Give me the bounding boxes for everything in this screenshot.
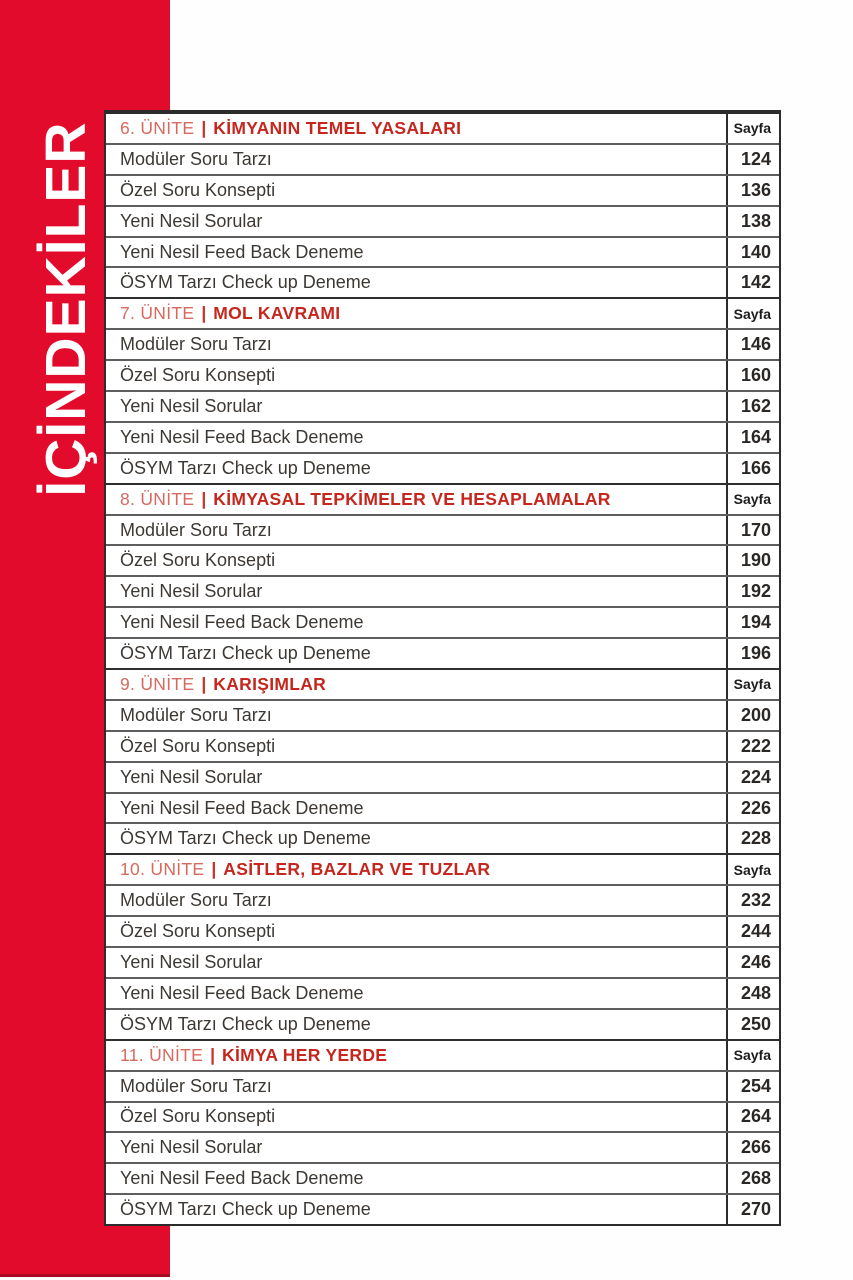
toc-row-page-number: 166 xyxy=(740,457,771,478)
toc-row-label: Yeni Nesil Feed Back Deneme xyxy=(120,612,364,633)
toc-row-label: Modüler Soru Tarzı xyxy=(120,1075,272,1096)
unit-header-cell xyxy=(106,299,726,328)
toc-row-page-number: 248 xyxy=(740,982,771,1003)
toc-row-page-cell xyxy=(726,639,779,668)
toc-row xyxy=(106,606,779,637)
toc-row-page-number: 146 xyxy=(740,334,771,355)
toc-row-label: Yeni Nesil Sorular xyxy=(120,766,263,787)
toc-row-label: Yeni Nesil Feed Back Deneme xyxy=(120,426,364,447)
toc-row-page-cell xyxy=(726,268,779,297)
unit-header-row xyxy=(106,853,779,884)
toc-row-page-cell xyxy=(726,948,779,977)
toc-row xyxy=(106,143,779,174)
toc-row-page-cell xyxy=(726,577,779,606)
toc-row-label: Yeni Nesil Sorular xyxy=(120,951,263,972)
unit-title: MOL KAVRAMI xyxy=(213,303,341,324)
toc-row xyxy=(106,822,779,853)
toc-row-page-cell xyxy=(726,207,779,236)
toc-row-label: Yeni Nesil Feed Back Deneme xyxy=(120,797,364,818)
unit-separator: | xyxy=(201,488,207,509)
toc-row xyxy=(106,1101,779,1132)
toc-row-page-number: 138 xyxy=(740,210,771,231)
page-column-header: Sayfa xyxy=(733,861,771,878)
toc-row-page-cell xyxy=(726,1164,779,1193)
unit-header-cell xyxy=(106,670,726,699)
page-column-header-cell xyxy=(726,855,779,884)
toc-row-page-cell xyxy=(726,763,779,792)
page-column-header: Sayfa xyxy=(733,676,771,693)
toc-row-page-cell xyxy=(726,1072,779,1101)
toc-row xyxy=(106,1193,779,1224)
toc-row-page-number: 270 xyxy=(740,1199,771,1220)
toc-row xyxy=(106,266,779,297)
toc-row xyxy=(106,1008,779,1039)
page-column-header-cell xyxy=(726,485,779,514)
unit-title: ASİTLER, BAZLAR VE TUZLAR xyxy=(223,859,491,880)
toc-row-page-number: 246 xyxy=(740,951,771,972)
toc-row xyxy=(106,174,779,205)
toc-row-page-cell xyxy=(726,1195,779,1224)
toc-row xyxy=(106,637,779,668)
unit-header-row xyxy=(106,114,779,143)
toc-row-page-cell xyxy=(726,454,779,483)
page-column-header-cell xyxy=(726,114,779,143)
toc-row-page-number: 164 xyxy=(740,426,771,447)
toc-row-page-number: 196 xyxy=(740,643,771,664)
toc-row-page-cell xyxy=(726,794,779,823)
unit-number: 7. ÜNİTE xyxy=(120,303,195,324)
toc-row-page-number: 192 xyxy=(740,581,771,602)
toc-row-label: Özel Soru Konsepti xyxy=(120,735,276,756)
unit-header-cell xyxy=(106,855,726,884)
unit-title: KİMYASAL TEPKİMELER VE HESAPLAMALAR xyxy=(213,488,611,509)
toc-row-label: ÖSYM Tarzı Check up Deneme xyxy=(120,457,371,478)
toc-row xyxy=(106,730,779,761)
toc-row-label: ÖSYM Tarzı Check up Deneme xyxy=(120,643,371,664)
toc-row xyxy=(106,421,779,452)
toc-row-label: ÖSYM Tarzı Check up Deneme xyxy=(120,272,371,293)
toc-row-page-cell xyxy=(726,732,779,761)
toc-row-page-cell xyxy=(726,1103,779,1132)
toc-row-label: Yeni Nesil Sorular xyxy=(120,395,263,416)
toc-row xyxy=(106,761,779,792)
toc-row-page-number: 194 xyxy=(740,612,771,633)
toc-row-page-number: 162 xyxy=(740,395,771,416)
toc-row-page-cell xyxy=(726,176,779,205)
toc-row xyxy=(106,884,779,915)
toc-row xyxy=(106,946,779,977)
toc-row-page-cell xyxy=(726,701,779,730)
toc-row-page-cell xyxy=(726,886,779,915)
toc-row-page-cell xyxy=(726,423,779,452)
toc-row-page-number: 244 xyxy=(740,921,771,942)
toc-row-label: Yeni Nesil Feed Back Deneme xyxy=(120,241,364,262)
toc-row xyxy=(106,328,779,359)
toc-row xyxy=(106,1070,779,1101)
toc-row-page-cell xyxy=(726,1133,779,1162)
page-column-header-cell xyxy=(726,299,779,328)
toc-row xyxy=(106,1162,779,1193)
toc-row-page-number: 264 xyxy=(740,1106,771,1127)
toc-row-page-cell xyxy=(726,361,779,390)
toc-row-label: Özel Soru Konsepti xyxy=(120,921,276,942)
toc-row-label: Yeni Nesil Feed Back Deneme xyxy=(120,982,364,1003)
unit-title: KARIŞIMLAR xyxy=(213,673,327,694)
toc-row-label: Yeni Nesil Sorular xyxy=(120,1137,263,1158)
toc-row xyxy=(106,575,779,606)
toc-row-label: ÖSYM Tarzı Check up Deneme xyxy=(120,1013,371,1034)
toc-row-page-cell xyxy=(726,238,779,267)
toc-row-page-cell xyxy=(726,1010,779,1039)
toc-row-label: Modüler Soru Tarzı xyxy=(120,890,272,911)
toc-row-page-number: 232 xyxy=(740,890,771,911)
toc-row xyxy=(106,1131,779,1162)
toc-row-label: ÖSYM Tarzı Check up Deneme xyxy=(120,828,371,849)
page-column-header-cell xyxy=(726,670,779,699)
unit-number: 6. ÜNİTE xyxy=(120,117,195,138)
toc-row-page-cell xyxy=(726,824,779,853)
unit-number: 9. ÜNİTE xyxy=(120,673,195,694)
toc-row-label: Özel Soru Konsepti xyxy=(120,550,276,571)
toc-row-page-number: 200 xyxy=(740,704,771,725)
page-column-header-cell xyxy=(726,1041,779,1070)
unit-header-row xyxy=(106,297,779,328)
toc-row-page-number: 266 xyxy=(740,1137,771,1158)
unit-separator: | xyxy=(201,117,207,138)
toc-row-page-number: 222 xyxy=(740,735,771,756)
unit-header-row xyxy=(106,1039,779,1070)
toc-row-page-cell xyxy=(726,917,779,946)
toc-row xyxy=(106,699,779,730)
toc-row-label: Modüler Soru Tarzı xyxy=(120,519,272,540)
page-column-header: Sayfa xyxy=(733,120,771,137)
toc-row-page-number: 224 xyxy=(740,766,771,787)
toc-table xyxy=(104,110,781,1226)
toc-row-page-cell xyxy=(726,979,779,1008)
unit-number: 11. ÜNİTE xyxy=(120,1044,204,1065)
unit-header-cell xyxy=(106,1041,726,1070)
toc-row-page-cell xyxy=(726,392,779,421)
toc-row-label: Modüler Soru Tarzı xyxy=(120,704,272,725)
toc-row-page-cell xyxy=(726,330,779,359)
unit-title: KİMYANIN TEMEL YASALARI xyxy=(213,117,462,138)
toc-row xyxy=(106,915,779,946)
page-column-header: Sayfa xyxy=(733,491,771,508)
unit-separator: | xyxy=(201,303,207,324)
toc-row-page-number: 136 xyxy=(740,179,771,200)
toc-row xyxy=(106,236,779,267)
toc-row xyxy=(106,544,779,575)
unit-title: KİMYA HER YERDE xyxy=(222,1044,388,1065)
toc-row-label: ÖSYM Tarzı Check up Deneme xyxy=(120,1199,371,1220)
toc-row-page-number: 254 xyxy=(740,1075,771,1096)
toc-row-page-number: 268 xyxy=(740,1168,771,1189)
toc-row-page-number: 228 xyxy=(740,828,771,849)
toc-row xyxy=(106,390,779,421)
unit-separator: | xyxy=(210,1044,215,1065)
toc-row-page-cell xyxy=(726,145,779,174)
unit-header-cell xyxy=(106,485,726,514)
toc-row xyxy=(106,452,779,483)
toc-row xyxy=(106,792,779,823)
sidebar-vertical-title: İÇİNDEKİLER xyxy=(34,121,98,497)
toc-row xyxy=(106,514,779,545)
toc-row-page-number: 170 xyxy=(740,519,771,540)
toc-row xyxy=(106,205,779,236)
unit-separator: | xyxy=(211,859,217,880)
toc-row-label: Yeni Nesil Sorular xyxy=(120,581,263,602)
toc-row-label: Özel Soru Konsepti xyxy=(120,1106,276,1127)
unit-header-cell xyxy=(106,114,726,143)
toc-row xyxy=(106,977,779,1008)
toc-row-label: Yeni Nesil Sorular xyxy=(120,210,263,231)
toc-row-page-cell xyxy=(726,546,779,575)
toc-row-page-number: 124 xyxy=(740,148,771,169)
toc-row-label: Yeni Nesil Feed Back Deneme xyxy=(120,1168,364,1189)
toc-row-page-number: 190 xyxy=(740,550,771,571)
unit-header-row xyxy=(106,483,779,514)
unit-header-row xyxy=(106,668,779,699)
unit-number: 10. ÜNİTE xyxy=(120,859,205,880)
toc-row-page-number: 140 xyxy=(740,241,771,262)
unit-separator: | xyxy=(201,673,207,694)
toc-row-label: Modüler Soru Tarzı xyxy=(120,334,272,355)
page-column-header: Sayfa xyxy=(733,1047,771,1064)
toc-row-page-number: 226 xyxy=(740,797,771,818)
toc-row-label: Modüler Soru Tarzı xyxy=(120,148,272,169)
toc-row-page-number: 250 xyxy=(740,1013,771,1034)
toc-row-label: Özel Soru Konsepti xyxy=(120,365,276,386)
toc-row-page-cell xyxy=(726,516,779,545)
toc-row-page-cell xyxy=(726,608,779,637)
toc-row-page-number: 160 xyxy=(740,365,771,386)
page-column-header: Sayfa xyxy=(733,305,771,322)
unit-number: 8. ÜNİTE xyxy=(120,488,195,509)
toc-row-page-number: 142 xyxy=(740,272,771,293)
toc-row-label: Özel Soru Konsepti xyxy=(120,179,276,200)
toc-row xyxy=(106,359,779,390)
